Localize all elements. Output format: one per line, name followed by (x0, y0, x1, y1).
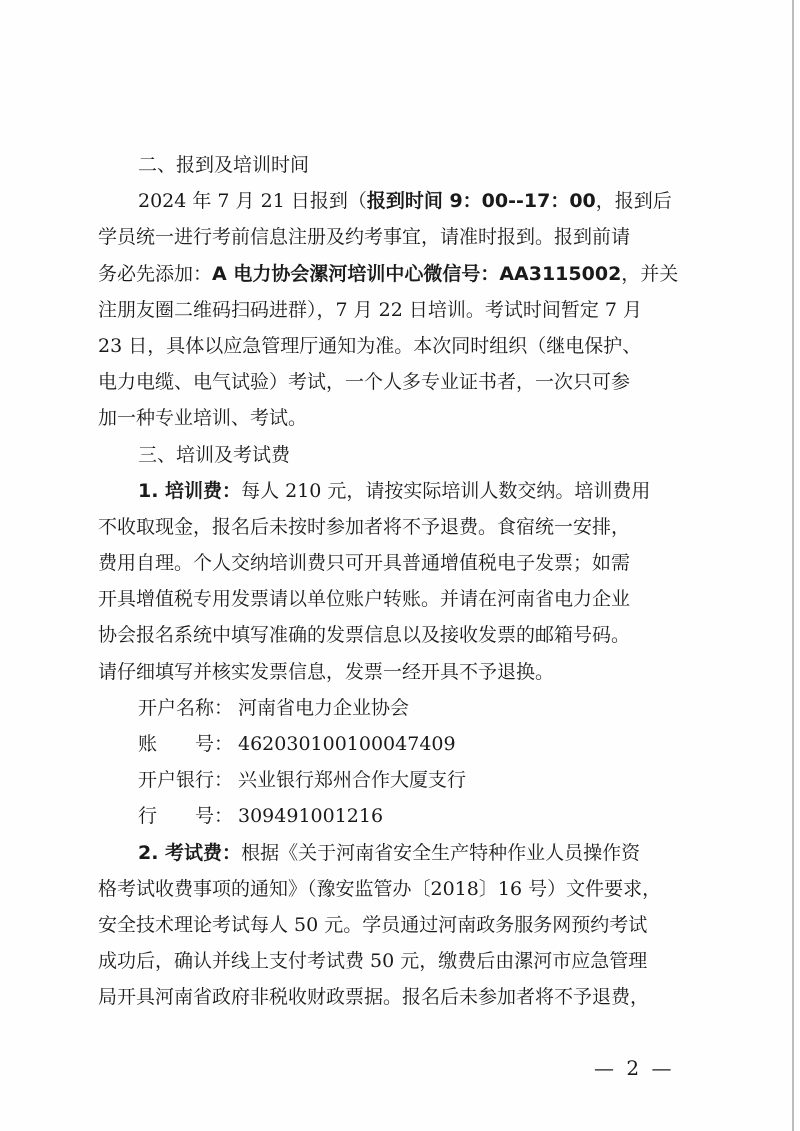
section-2-heading: 二、报到及培训时间 (138, 154, 310, 176)
registration-time-bold: 报到时间 9：00--17：00 (366, 190, 596, 213)
paragraph-line: 不收取现金，报名后未按时参加者将不予退费。食宿统一安排， (98, 515, 631, 538)
bank-account-name-row (98, 690, 696, 726)
bank-field-value: 河南省电力企业协会 (238, 696, 410, 719)
bank-account-number-row (98, 726, 696, 762)
text-run: 2024 年 7 月 21 日报到（ (138, 190, 367, 213)
paragraph-line: 协会报名系统中填写准确的发票信息以及接收发票的邮箱号码。 (98, 624, 631, 647)
paragraph-line: 成功后，确认并线上支付考试费 50 元，缴费后由漯河市应急管理 (98, 950, 648, 973)
paragraph-line (98, 183, 696, 219)
document-body (98, 147, 696, 1016)
paragraph-line: 局开具河南省政府非税收财政票据。报名后未参加者将不予退费， (98, 986, 650, 1009)
exam-fee-label: 2. 考试费： (138, 841, 242, 864)
text-run: ，报到后 (595, 190, 672, 213)
bank-field-label: 行 号： (138, 805, 234, 828)
paragraph-line: 学员统一进行考前信息注册及约考事宜，请准时报到。报到前请 (98, 226, 631, 249)
paragraph-line: 注朋友圈二维码扫码进群），7 月 22 日培训。考试时间暂定 7 月 (98, 298, 643, 321)
text-run: ，并关 (621, 262, 679, 285)
bank-name-row (98, 762, 696, 798)
bank-code-row (98, 798, 696, 834)
bank-field-label: 开户银行： (138, 769, 234, 792)
bank-field-value: 309491001216 (238, 805, 384, 828)
paragraph-line: 开具增值税专用发票请以单位账户转账。并请在河南省电力企业 (98, 588, 631, 611)
text-run: 每人 210 元，请按实际培训人数交纳。培训费用 (241, 479, 651, 502)
bank-field-value: 462030100100047409 (238, 733, 456, 755)
text-run: 根据《关于河南省安全生产特种作业人员操作资 (241, 841, 641, 864)
paragraph-line: 费用自理。个人交纳培训费只可开具普通增值税电子发票；如需 (98, 552, 631, 575)
bank-field-value: 兴业银行郑州合作大厦支行 (238, 769, 467, 792)
text-run: 务必先添加： (98, 262, 213, 285)
bank-field-label: 账 号： (138, 733, 234, 755)
paragraph-line: 23 日，具体以应急管理厅通知为准。本次同时组织（继电保护、 (98, 334, 642, 357)
training-fee-label: 1. 培训费： (138, 479, 242, 502)
paragraph-line: 格考试收费事项的通知》（豫安监管办〔2018〕16 号）文件要求， (98, 877, 662, 900)
paragraph-line: 加一种专业培训、考试。 (98, 407, 308, 430)
section-3-heading: 三、培训及考试费 (138, 443, 291, 466)
paragraph-line (98, 473, 696, 509)
scan-edge-shadow (792, 0, 794, 1131)
paragraph-line (98, 835, 696, 871)
page-number: — 2 — (594, 1056, 675, 1080)
bank-field-label: 开户名称： (138, 696, 234, 719)
wechat-id-bold: A 电力协会漯河培训中心微信号：AA3115002 (212, 262, 622, 285)
paragraph-line: 安全技术理论考试每人 50 元。学员通过河南政务服务网预约考试 (98, 913, 648, 936)
paragraph-line: 请仔细填写并核实发票信息，发票一经开具不予退换。 (98, 660, 555, 683)
paragraph-line: 电力电缆、电气试验）考试，一个人多专业证书者，一次只可参 (98, 371, 631, 394)
paragraph-line (98, 256, 696, 292)
